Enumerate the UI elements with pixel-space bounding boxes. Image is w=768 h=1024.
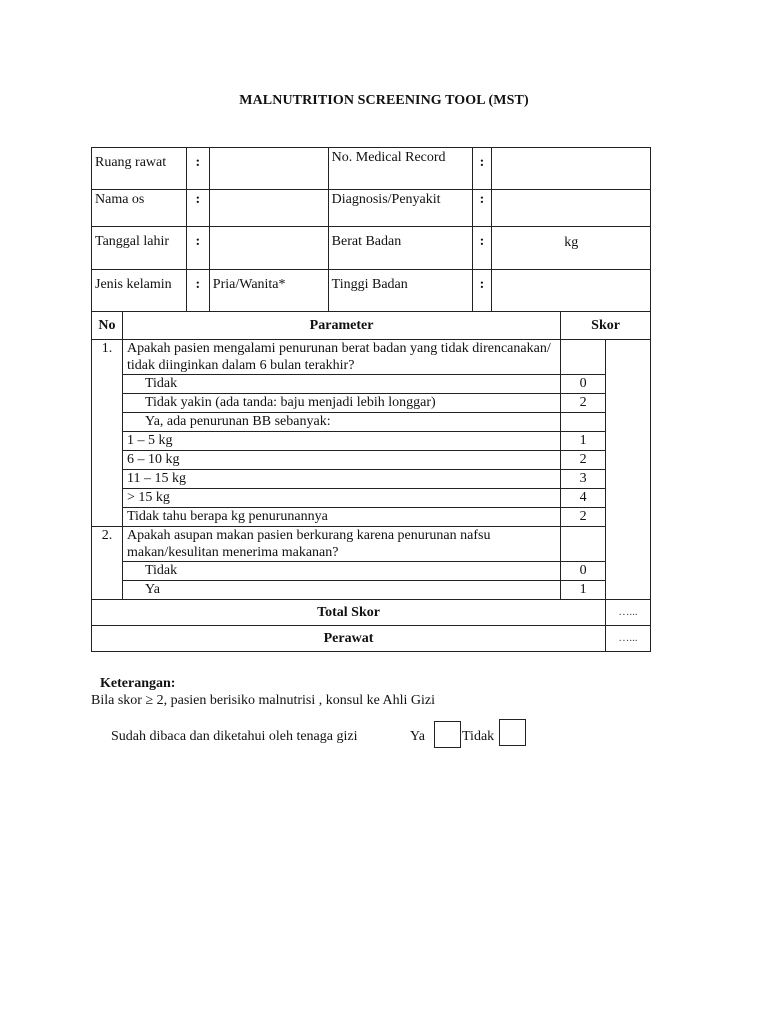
page-title: MALNUTRITION SCREENING TOOL (MST) — [239, 93, 529, 108]
colon: : — [472, 227, 492, 270]
score-value: 2 — [561, 451, 606, 470]
score-value: 0 — [561, 562, 606, 581]
q1-number: 1. — [92, 340, 123, 527]
score-check-column[interactable] — [606, 340, 651, 600]
q2-text: Apakah asupan makan pasien berkurang karena penurunan nafsu makan/kesulitan menerima makanan? — [122, 527, 560, 562]
colon: : — [186, 190, 209, 227]
q1-option-unsure: Tidak yakin (ada tanda: baju menjadi lebih longgar) — [122, 394, 560, 413]
score-value: 2 — [561, 394, 606, 413]
weight-field[interactable] — [492, 227, 651, 270]
yes-checkbox[interactable] — [434, 721, 461, 748]
weight-unit: kg — [564, 235, 579, 250]
header-parameter: Parameter — [122, 312, 560, 340]
patient-info-table — [91, 147, 651, 312]
diagnosis-label: Diagnosis/Penyakit — [328, 190, 472, 227]
q1-option-yes: Ya, ada penurunan BB sebanyak: — [122, 413, 560, 432]
score-cell — [561, 340, 606, 375]
q1-option-no: Tidak — [122, 375, 560, 394]
weight-label: Berat Badan — [328, 227, 472, 270]
room-label: Ruang rawat — [92, 148, 187, 190]
yes-label: Ya — [410, 729, 425, 744]
colon: : — [472, 190, 492, 227]
q1-text: Apakah pasien mengalami penurunan berat badan yang tidak direncanakan/ tidak diinginkan dalam 6 bulan terakhir? — [122, 340, 560, 375]
score-value: 2 — [561, 508, 606, 527]
score-value: 3 — [561, 470, 606, 489]
score-table — [91, 311, 651, 652]
q2-option-yes: Ya — [122, 581, 560, 600]
colon: : — [186, 148, 209, 190]
q1-range-unknown: Tidak tahu berapa kg penurunannya — [122, 508, 560, 527]
header-no: No — [92, 312, 123, 340]
mrn-label: No. Medical Record — [328, 148, 472, 190]
nurse-label: Perawat — [92, 626, 606, 652]
no-label: Tidak — [462, 729, 495, 744]
total-score-value[interactable]: …... — [606, 600, 651, 626]
notes-title: Keterangan: — [100, 676, 176, 691]
q1-range-3: 11 – 15 kg — [122, 470, 560, 489]
score-value: 4 — [561, 489, 606, 508]
q1-range-2: 6 – 10 kg — [122, 451, 560, 470]
header-score: Skor — [561, 312, 651, 340]
score-value: 1 — [561, 432, 606, 451]
dob-label: Tanggal lahir — [92, 227, 187, 270]
q1-range-1: 1 – 5 kg — [122, 432, 560, 451]
height-label: Tinggi Badan — [328, 270, 472, 312]
q2-number: 2. — [92, 527, 123, 600]
colon: : — [186, 227, 209, 270]
colon: : — [472, 270, 492, 312]
score-value: 1 — [561, 581, 606, 600]
no-checkbox[interactable] — [499, 719, 526, 746]
score-value: 0 — [561, 375, 606, 394]
name-label: Nama os — [92, 190, 187, 227]
dob-field[interactable] — [209, 227, 328, 270]
notes-text: Bila skor ≥ 2, pasien berisiko malnutrisi , konsul ke Ahli Gizi — [91, 693, 436, 708]
gender-label: Jenis kelamin — [92, 270, 187, 312]
q2-option-no: Tidak — [122, 562, 560, 581]
score-cell — [561, 413, 606, 432]
colon: : — [472, 148, 492, 190]
colon: : — [186, 270, 209, 312]
mrn-field[interactable] — [492, 148, 651, 190]
total-score-label: Total Skor — [92, 600, 606, 626]
score-cell — [561, 527, 606, 562]
name-field[interactable] — [209, 190, 328, 227]
height-field[interactable] — [492, 270, 651, 312]
room-field[interactable] — [209, 148, 328, 190]
nurse-value[interactable]: …... — [606, 626, 651, 652]
gender-value[interactable]: Pria/Wanita* — [209, 270, 328, 312]
sign-statement: Sudah dibaca dan diketahui oleh tenaga gizi — [111, 729, 358, 744]
q1-range-4: > 15 kg — [122, 489, 560, 508]
diagnosis-field[interactable] — [492, 190, 651, 227]
